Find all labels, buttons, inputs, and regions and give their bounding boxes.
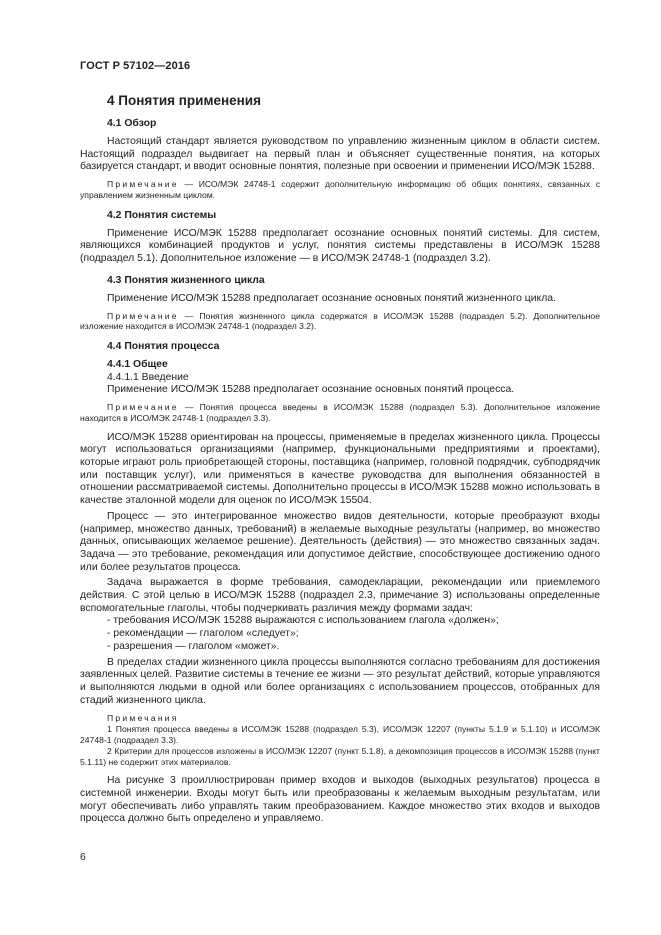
list-item: - рекомендации — глаголом «следует»; <box>107 628 299 640</box>
note-label: Примечание <box>107 402 179 413</box>
note <box>80 311 600 333</box>
page-content <box>80 93 600 829</box>
task-forms-list <box>80 615 600 653</box>
note-item: 2 Критерии для процессов изложены в ИСО/МЭК 12207 (пункт 5.1.8), а декомпозиция процессов в ИСО/МЭК 15288 (пункт 5.1.11) не содержит этих материалов. <box>80 745 600 767</box>
section-4-4-1-1-title: 4.4.1.1 Введение <box>107 371 189 383</box>
section-4-title: 4 Понятия применения <box>107 93 261 108</box>
section-4-4-title: 4.4 Понятия процесса <box>107 341 220 353</box>
notes-label: Примечания <box>107 713 179 724</box>
note <box>80 402 600 424</box>
paragraph: ИСО/МЭК 15288 ориентирован на процессы, применяемые в пределах жизненного цикла. Процессы могут использоваться организациями (например, функциональными предприятиями и проектами), которые играют роль приобретающей стороны, поставщика (например, головной подрядчик, субподрядчик или поставщик услуг), или применяться в качестве руководства для выполнения обязанностей в отношении рассматриваемой системы. Дополнительно процессы в ИСО/МЭК 15288 можно использовать в качестве эталонной модели для оценок по ИСО/МЭК 15504. <box>80 431 600 507</box>
page-number: 6 <box>80 852 86 863</box>
note-text: — Понятия жизненного цикла содержатся в ИСО/МЭК 15288 (подраздел 5.2). Дополнительное изложение находится в ИСО/МЭК 24748-1 (подраздел 3.2). <box>80 310 600 332</box>
paragraph: Применение ИСО/МЭК 15288 предполагает осознание основных понятий системы. Для систем, являющихся комбинацией продуктов и услуг, понятия системы представлены в ИСО/МЭК 15288 (подраздел 5.1). Дополнительное изложение — в ИСО/МЭК 24748-1 (подраздел 3.2). <box>80 227 600 265</box>
paragraph: Процесс — это интегрированное множество видов деятельности, которые преобразуют входы (например, множество данных, требований) в желаемые выходные результаты (например, во множество данных, описывающих желаемое решение). Деятельность (действия) — это множество связанных задач. Задача — это требование, рекомендация или допустимое действие, способствующее достижению одного или более результатов процесса. <box>80 510 600 573</box>
note-label: Примечание <box>107 310 179 321</box>
note-text: — ИСО/МЭК 24748-1 содержит дополнительную информацию об общих понятиях, связанных с управлением жизненным циклом. <box>80 179 600 200</box>
paragraph: Применение ИСО/МЭК 15288 предполагает осознание основных понятий жизненного цикла. <box>107 292 556 304</box>
section-4-1-title: 4.1 Обзор <box>107 118 157 129</box>
note-item: 1 Понятия процесса введены в ИСО/МЭК 15288 (подраздел 5.3), ИСО/МЭК 12207 (пункты 5.1.9 и 5.1.10) и ИСО/МЭК 24748-1 (подраздел 3.3). <box>80 724 600 745</box>
note-label: Примечание <box>107 179 179 190</box>
paragraph: На рисунке 3 проиллюстрирован пример входов и выходов (выходных результатов) процесса в системной инженерии. Входы могут быть или преобразованы к желаемым выходным результатам, или могут обеспечивать либо управлять таким преобразованием. Каждое множество этих входов и выходов процесса должно быть определено и управляемо. <box>80 775 600 825</box>
note-text: — Понятия процесса введены в ИСО/МЭК 15288 (подраздел 5.3). Дополнительное изложение находится в ИСО/МЭК 24748-1 (подраздел 3.3). <box>80 402 600 423</box>
standard-header: ГОСТ Р 57102—2016 <box>80 60 191 72</box>
section-4-2-title: 4.2 Понятия системы <box>107 209 217 221</box>
paragraph: В пределах стадии жизненного цикла процессы выполняются согласно требованиям для достижения заявленных целей. Развитие системы в течение ее жизни — это результат действий, которые управляются и выполняются людьми в одной или более организациях с использованием процессов, отобранных для стадий жизненного цикла. <box>80 656 600 706</box>
paragraph: Применение ИСО/МЭК 15288 предполагает осознание основных понятий процесса. <box>107 384 515 396</box>
list-item: - требования ИСО/МЭК 15288 выражаются с использованием глагола «должен»; <box>107 615 499 627</box>
list-item: - разрешения — глаголом «может». <box>107 640 280 652</box>
section-4-4-1-title: 4.4.1 Общее <box>107 359 168 371</box>
paragraph: Настоящий стандарт является руководством по управлению жизненным циклом в области систем. Настоящий подраздел выдвигает на первый план и объясняет существенные понятия, на которых базируется стандарт, и вводит основные понятия, полезные при освоении и применении ИСО/МЭК 15288. <box>80 136 600 173</box>
section-4-3-title: 4.3 Понятия жизненного цикла <box>107 274 265 286</box>
note <box>80 179 600 201</box>
paragraph: Задача выражается в форме требования, самодекларации, рекомендации или приемлемого действия. С этой целью в ИСО/МЭК 15288 (подраздел 2.3, примечание 3) использованы определенные вспомогательные глаголы, чтобы подчеркивать различия между формами задач: <box>80 577 600 614</box>
